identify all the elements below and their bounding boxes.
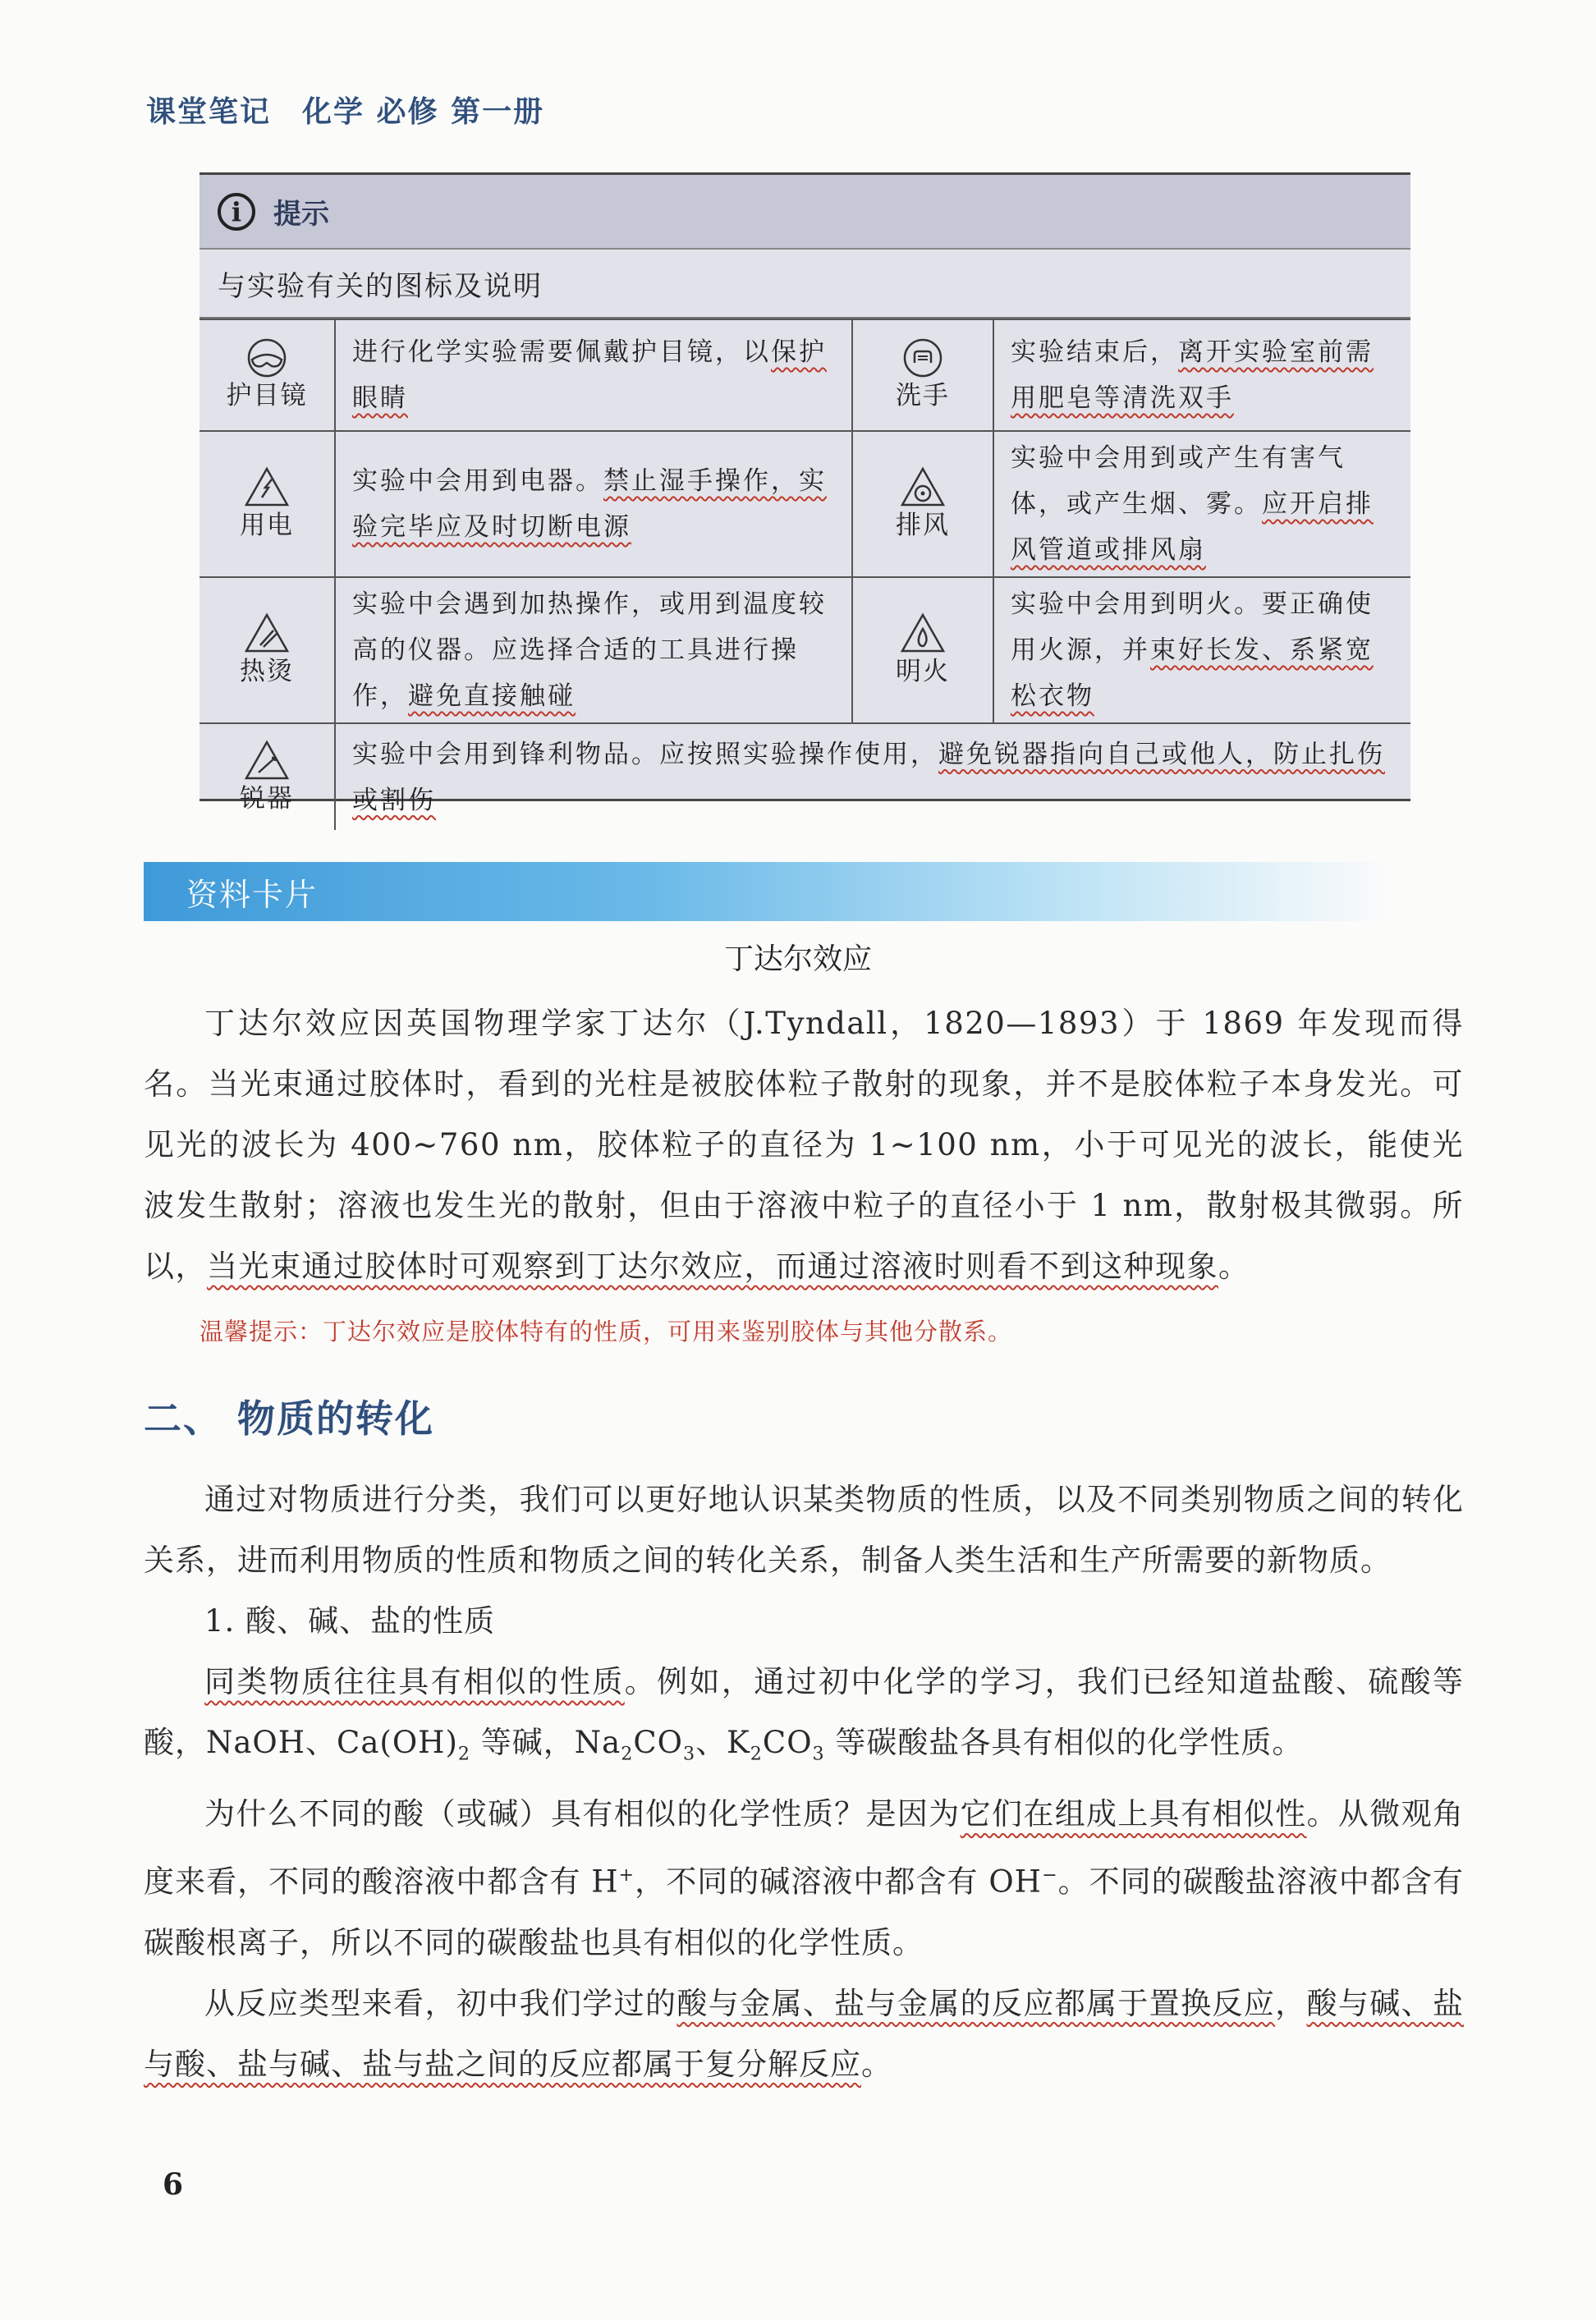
electric-icon: [244, 466, 290, 507]
desc-highlight: 束好长发、系紧宽松衣物: [1010, 635, 1374, 711]
icon-description: [993, 577, 1410, 723]
desc-text: 实验中会用到明火。要正确使用火源，并: [1010, 589, 1374, 665]
tip-subtitle: 与实验有关的图标及说明: [200, 250, 1410, 319]
subscript: 2: [621, 1743, 634, 1765]
icon-label: 明火: [895, 657, 950, 686]
text: 从反应类型来看，初中我们学过的: [204, 1985, 677, 2021]
text: 。: [1218, 1249, 1250, 1284]
text: 等碳酸盐各具有相似的化学性质。: [824, 1725, 1304, 1760]
subheading: 1. 酸、碱、盐的性质: [204, 1603, 496, 1639]
text: CO: [762, 1725, 813, 1760]
table-row: [200, 577, 1410, 723]
text: 丁达尔效应因英国物理学家丁达尔（J.Tyndall，1820—1893）于 1869 年发现而得名。当光束通过胶体时，看到的光柱是被胶体粒子散射的现象，并不是胶体粒子本身发光。可见光的波长为 400~760 nm，胶体粒子的直径为 1~100 nm，小于可见光的波长，能使光波发生散射；溶液也发生光的散射，但由于溶液中粒子的直径小于 1 nm，散射极其微弱。所以，: [144, 1006, 1464, 1284]
text: 。例如，通过初中化学的学习，我们已经知道盐酸、硫酸等酸，NaOH、Ca(OH): [144, 1664, 1465, 1760]
section-title: 二、 物质的转化: [144, 1396, 435, 1441]
icon-description: [993, 319, 1410, 431]
highlight: 当光束通过胶体时可观察到丁达尔效应，而通过溶液时则看不到这种现象: [207, 1249, 1218, 1284]
desc-highlight: 避免锐器指向自己或他人，防止扎伤或割伤: [352, 739, 1385, 815]
text: ，不同的碱溶液中都含有 OH: [635, 1864, 1042, 1900]
goggles-icon: [244, 338, 290, 378]
paragraph: [144, 1784, 1464, 1973]
text: 为什么不同的酸（或碱）具有相似的化学性质？是因为: [204, 1796, 961, 1832]
desc-text: 实验结束后，: [1010, 337, 1178, 367]
subscript: 2: [457, 1743, 470, 1765]
text: 、K: [695, 1725, 750, 1760]
highlight: 酸与碱、盐与酸、盐与碱、盐与盐之间的反应都属于复分解反应: [144, 1985, 1465, 2082]
icon-description: [993, 431, 1410, 577]
handwash-icon: [900, 338, 946, 378]
text: CO: [633, 1725, 683, 1760]
text: ，: [1275, 1985, 1307, 2021]
exhaust-fan-icon: [900, 466, 946, 507]
tip-label: 提示: [273, 198, 329, 231]
highlight: 同类物质往往具有相似的性质: [204, 1664, 625, 1699]
subscript: 2: [750, 1743, 763, 1765]
table-row: [200, 319, 1410, 431]
desc-highlight: 离开实验室前需用肥皂等清洗双手: [1010, 337, 1374, 413]
icon-cell: [852, 319, 993, 431]
icon-label: 用电: [240, 511, 294, 540]
desc-highlight: 应开启排风管道或排风扇: [1010, 489, 1374, 565]
info-card-title: 丁达尔效应: [723, 942, 872, 976]
icon-label: 护目镜: [226, 381, 308, 410]
icon-cell: [200, 319, 335, 431]
icon-cell: [200, 431, 335, 577]
desc-text: 实验中会用到电器。: [352, 466, 603, 496]
icon-description: [335, 723, 1410, 830]
hot-surface-icon: [244, 612, 290, 653]
icon-label: 热烫: [240, 657, 294, 686]
table-row: [200, 431, 1410, 577]
paragraph: [144, 1652, 1464, 1784]
subscript: 3: [682, 1743, 696, 1765]
icon-description: [335, 577, 852, 723]
running-header: 课堂笔记 化学 必修 第一册: [146, 95, 545, 129]
desc-text: 实验中会用到锋利物品。应按照实验操作使用，: [352, 739, 938, 769]
icon-cell: [852, 431, 993, 577]
highlight: 它们在组成上具有相似性: [960, 1796, 1307, 1832]
icon-label: 洗手: [895, 381, 950, 410]
icon-description: [335, 319, 852, 431]
text: 。从微观角度来看，不同的酸溶液中都含有 H: [144, 1796, 1465, 1900]
highlight: 酸与金属、盐与金属的反应都属于置换反应: [676, 1985, 1276, 2021]
text: 。: [861, 2046, 892, 2082]
icon-cell: [200, 577, 335, 723]
tip-header: [200, 175, 1410, 250]
superscript: −: [1041, 1864, 1058, 1887]
icon-cell: [200, 723, 335, 830]
info-icon: i: [218, 193, 255, 231]
info-card-label: 资料卡片: [186, 876, 319, 913]
tip-box: [200, 172, 1410, 815]
sharp-object-icon: [244, 740, 290, 781]
desc-text: 实验中会用到或产生有害气体，或产生烟、雾。: [1010, 443, 1346, 519]
icon-cell: [852, 577, 993, 723]
paragraph: [144, 1974, 1464, 2095]
icon-label: 排风: [895, 511, 950, 540]
reminder-note: 温馨提示：丁达尔效应是胶体特有的性质，可用来鉴别胶体与其他分散系。: [200, 1318, 1013, 1346]
superscript: +: [618, 1864, 635, 1887]
desc-highlight: 避免直接触碰: [408, 681, 576, 711]
info-card-body: [144, 993, 1464, 1297]
paragraph: [144, 993, 1464, 1297]
subscript: 3: [812, 1743, 825, 1765]
desc-text: 进行化学实验需要佩戴护目镜，以: [352, 337, 771, 367]
page-number: 6: [163, 2167, 184, 2202]
table-row: [200, 723, 1410, 830]
lab-icons-table: [200, 319, 1410, 830]
paragraph: 通过对物质进行分类，我们可以更好地认识某类物质的性质，以及不同类别物质之间的转化关系，进而利用物质的性质和物质之间的转化关系，制备人类生活和生产所需要的新物质。: [144, 1482, 1464, 1578]
text: 等碱，Na: [470, 1725, 621, 1760]
icon-description: [335, 431, 852, 577]
info-card-banner: [144, 862, 1392, 921]
icon-label: 锐器: [240, 783, 294, 814]
desc-highlight: 禁止湿手操作，实验完毕应及时切断电源: [352, 466, 827, 542]
flame-icon: [900, 612, 946, 653]
text: 。不同的碳酸盐溶液中都含有碳酸根离子，所以不同的碳酸盐也具有相似的化学性质。: [144, 1864, 1464, 1960]
desc-highlight: 保护眼睛: [352, 337, 827, 413]
desc-text: 实验中会遇到加热操作，或用到温度较高的仪器。应选择合适的工具进行操作，: [352, 589, 827, 711]
section-body: [144, 1469, 1464, 2095]
